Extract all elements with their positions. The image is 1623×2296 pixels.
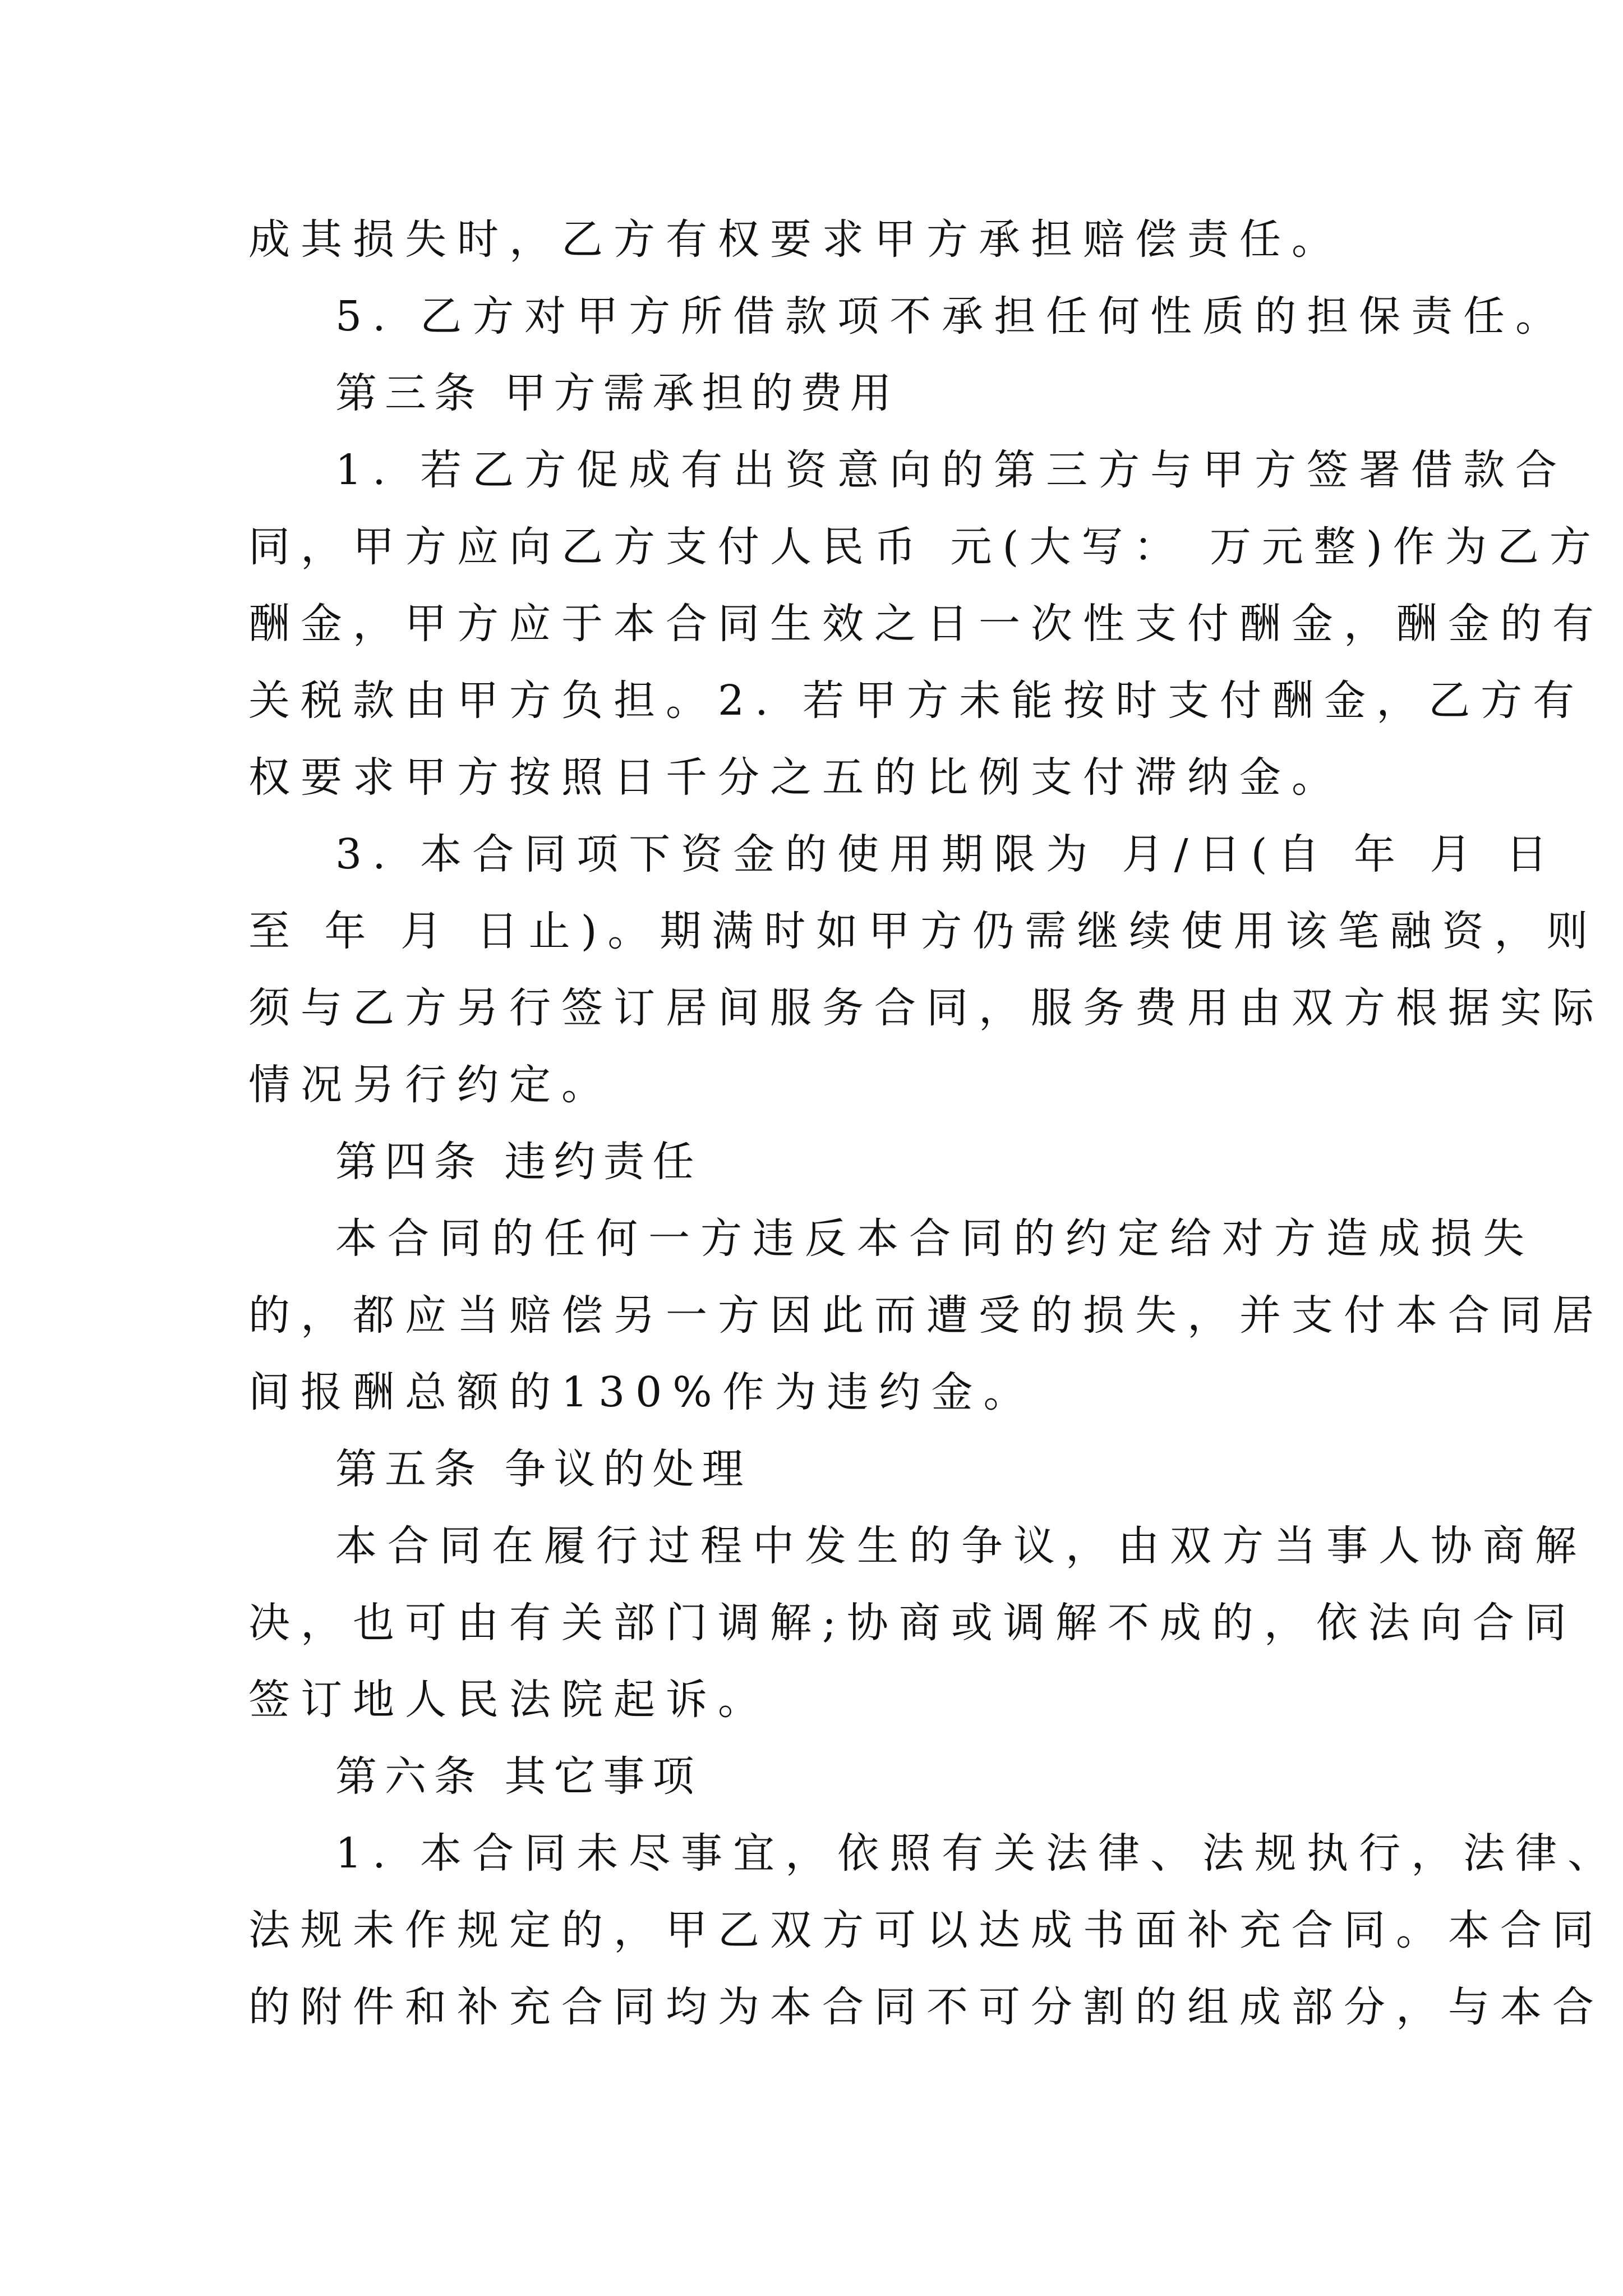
paragraph-line: 的附件和补充合同均为本合同不可分割的组成部分，与本合 — [248, 1983, 1604, 2031]
paragraph-line: 决，也可由有关部门调解;协商或调解不成的，依法向合同 — [248, 1599, 1577, 1647]
paragraph-line: 关税款由甲方负担。2. 若甲方未能按时支付酬金，乙方有 — [248, 677, 1585, 725]
section-heading: 第三条 甲方需承担的费用 — [335, 369, 900, 417]
paragraph-line: 3. 本合同项下资金的使用期限为 月/日(自 年 月 日 — [335, 830, 1559, 878]
paragraph-line: 成其损失时，乙方有权要求甲方承担赔偿责任。 — [248, 215, 1344, 264]
paragraph-line: 酬金，甲方应于本合同生效之日一次性支付酬金，酬金的有 — [248, 600, 1604, 648]
paragraph-line: 5. 乙方对甲方所借款项不承担任何性质的担保责任。 — [335, 292, 1568, 341]
paragraph-line: 间报酬总额的130%作为违约金。 — [248, 1368, 1036, 1416]
paragraph-line: 权要求甲方按照日千分之五的比例支付滞纳金。 — [248, 753, 1344, 802]
section-heading: 第五条 争议的处理 — [335, 1445, 751, 1493]
section-heading: 第四条 违约责任 — [335, 1138, 702, 1186]
paragraph-line: 的，都应当赔偿另一方因此而遭受的损失，并支付本合同居 — [248, 1291, 1604, 1340]
paragraph-line: 1. 本合同未尽事宜，依照有关法律、法规执行，法律、 — [335, 1829, 1620, 1878]
paragraph-line: 法规未作规定的，甲乙双方可以达成书面补充合同。本合同 — [248, 1906, 1604, 1954]
paragraph-line: 1. 若乙方促成有出资意向的第三方与甲方签署借款合 — [335, 446, 1568, 494]
paragraph-line: 至 年 月 日止)。期满时如甲方仍需继续使用该笔融资，则 — [248, 907, 1599, 955]
paragraph-line: 同，甲方应向乙方支付人民币 元(大写： 万元整)作为乙方 — [248, 523, 1602, 571]
paragraph-line: 情况另行约定。 — [248, 1061, 614, 1109]
paragraph-line: 本合同的任何一方违反本合同的约定给对方造成损失 — [335, 1214, 1535, 1263]
paragraph-line: 须与乙方另行签订居间服务合同，服务费用由双方根据实际 — [248, 984, 1604, 1032]
paragraph-line: 签订地人民法院起诉。 — [248, 1676, 770, 1724]
section-heading: 第六条 其它事项 — [335, 1752, 702, 1801]
paragraph-line: 本合同在履行过程中发生的争议，由双方当事人协商解 — [335, 1522, 1587, 1570]
